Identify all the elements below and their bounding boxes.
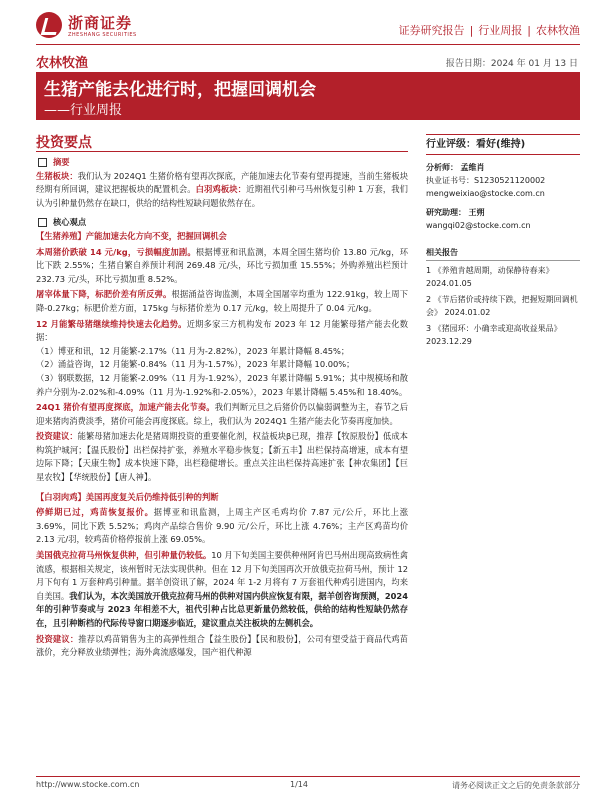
list-item: （1）博亚和讯，12 月能繁-2.17%（11 月为-2.82%），2023 年累计降幅 8.45%； [36, 345, 350, 356]
cert-number: 执业证书号：S1230521120002 [426, 176, 546, 185]
assistant: 研究助理： 王朔 [426, 208, 485, 217]
analyst-email[interactable]: mengweixiao@stocke.com.cn [426, 189, 545, 198]
report-title: 生猪产能去化进行时，把握回调机会 [44, 80, 316, 100]
title-banner [36, 72, 580, 120]
summary-pig: 生猪板块：我们认为 2024Q1 生猪价格有望再次探底，产能加速去化节奏有望再提速，当前生猪板块经期有所回调，建议把握板块的配置机会。白羽鸡板块：近期祖代引种弓马州恢复引种 1 万套，我们认为引种量仍然存在缺口，供给的结构性短缺问题依然存在。 [36, 170, 408, 208]
para-sows: 12 月能繁母猪继续维持快速去化趋势。近期多家三方机构发布 2023 年 12 月能繁母猪产能去化数据： [36, 318, 408, 343]
report-subtitle: ——行业周报 [44, 103, 123, 118]
company-logo [36, 10, 196, 42]
section-divider [36, 151, 408, 152]
sidebar [426, 134, 580, 348]
logo-text-en: ZHESHANG SECURITIES [68, 32, 137, 38]
para-outlook: 24Q1 猪价有望再度探底，加速产能去化节奏。我们判断元旦之后猪价仍以偏弱调整为主，春节之后迎来猪肉消费淡季，猪价可能会再度探底。综上，我们认为 2024Q1 生猪产能去化节奏再度加快。 [36, 402, 408, 426]
footer-disclaimer: 请务必阅读正文之后的免责条款部分 [452, 781, 580, 790]
nav-item-industry: 农林牧渔 [536, 24, 580, 37]
para-invest-pig: 投资建议：能繁母猪加速去化是猪周期投资的重要催化剂，权益板块β已现，推荐【牧原股份】低成本构筑护城河；【温氏股份】出栏保持扩张，养殖水平稳步恢复；【新五丰】出栏保持高增速，成本有望边际下降；【天康生物】成本快速下降，出栏稳健增长。重点关注出栏保持高速扩张【神农集团】【巨星农牧】【华统股份】【唐人神】。 [36, 431, 408, 483]
industry-label: 农林牧渔 [36, 56, 89, 71]
related-report-item[interactable]: 3 《猪园环：小确幸或迎高收益果品》 2023.12.29 [426, 324, 562, 346]
related-report-item[interactable]: 1 《养殖肯越周期，动保静待春来》 2024.01.05 [426, 266, 554, 288]
rating: 行业评级：看好(维持) [426, 134, 580, 155]
para-invest-chicken: 投资建议：推荐以鸡苗销售为主的高弹性组合【益生股份】【民和股份】，公司有望受益于商品代鸡苗涨价，充分释放业绩弹性；海外禽流感爆发，国产祖代种源 [36, 633, 408, 658]
footer-url[interactable]: http://www.stocke.com.cn [36, 780, 140, 789]
core-section-pig: 【生猪养殖】产能加速去化方向不变，把握回调机会 [36, 230, 227, 241]
related-reports-heading: 相关报告 [426, 246, 580, 261]
footer-divider [36, 776, 580, 777]
page-number: 1/14 [290, 780, 308, 789]
logo-text: 浙商证券 [68, 14, 133, 32]
para-slaughter: 屠宰体量下降，标肥价差有所反弹。根据涌益咨询监测，本周全国屠宰均重为 122.91kg，较上周下降-0.27kg；标肥价差方面，175kg 与标猪价差为 0.17 元/kg，较上周提升了 0.04 元/kg。 [36, 289, 408, 313]
report-date: 报告日期：2024 年 01 月 13 日 [445, 59, 578, 69]
related-report-item[interactable]: 2 《节后猪价或持续下跌，把握短期回调机会》 2024.01.02 [426, 295, 578, 317]
checkbox-icon [38, 158, 47, 167]
header-nav: 证券研究报告 | 行业周报 | 农林牧渔 [398, 24, 580, 37]
analyst: 分析师： 孟维肖 [426, 163, 485, 172]
list-item: （2）涌益咨询，12 月能繁-0.84%（11 月为-1.57%），2023 年累计降幅 10.00%； [36, 359, 355, 370]
para-chick-price: 停鲜期已过，鸡苗恢复报价。据博亚和讯监测，上周主产区毛鸡均价 7.87 元/公斤，环比上涨 3.69%，同比下跌 5.52%；鸡肉产品综合售价 9.90 元/公斤，环比上涨 4.76%；主产区鸡苗均价 2.13 元/羽，较鸡苗价格停报前上涨 69.05%。 [36, 507, 408, 545]
nav-item-weekly: 行业周报 [478, 24, 523, 37]
logo-icon [36, 12, 62, 38]
checkbox-icon [38, 218, 47, 227]
assistant-email[interactable]: wangqi02@stocke.com.cn [426, 221, 531, 230]
section-heading: 投资要点 [36, 135, 92, 151]
core-heading: 核心观点 [36, 216, 408, 230]
core-section-chicken: 【白羽肉鸡】美国再度复关后仍维持低引种的判断 [36, 491, 219, 502]
nav-item-report-type: 证券研究报告 [398, 24, 465, 37]
list-item: （3）钢联数据，12 月能繁-2.09%（11 月为-1.92%），2023 年累计降幅 5.91%；其中规模场和散养户分别为-2.02%和-4.09%（11 月为-1.92%和-2.05%），2023 年累计降幅 5.45%和 18.40%。 [36, 372, 408, 397]
para-import: 美国俄克拉荷马州恢复供种，但引种量仍较低。10 月下旬美国主要供种州阿肯巴马州出现高致病性禽流感，根据相关规定，该州暂时无法实现供种。但在 12 月下旬美国再次开放俄克拉荷马州，预计 12 月下旬有 1 万套种鸡引种量。据羊创资讯了解，2024 年 1-2 月将有 7 万套祖代种鸡引进国内，均来自美国。我们认为，本次美国放开俄克拉荷马州的供种对国内供应恢复有限，据羊创咨询预测，2024 年的引种节奏或与 2023 年相差不大，祖代引种占比总更新量仍然较低，供给的结构性短缺仍然存在，且引种断档的代际传导窗口期逐步临近，建议重点关注板块的左侧机会。 [36, 550, 408, 628]
para-price: 本周猪价跌破 14 元/kg，亏损幅度加剧。根据博亚和讯监测，本周全国生猪均价 13.80 元/kg，环比下跌 2.55%；生猪自繁自养预计利润 269.48 元/头，环比亏损加重 15.55%；外购养殖出栏预计 232.73 元/头，环比亏损加重 8.52%。 [36, 246, 409, 284]
header-divider [36, 44, 580, 45]
main-content [36, 154, 408, 660]
summary-heading: 摘要 [36, 156, 408, 170]
